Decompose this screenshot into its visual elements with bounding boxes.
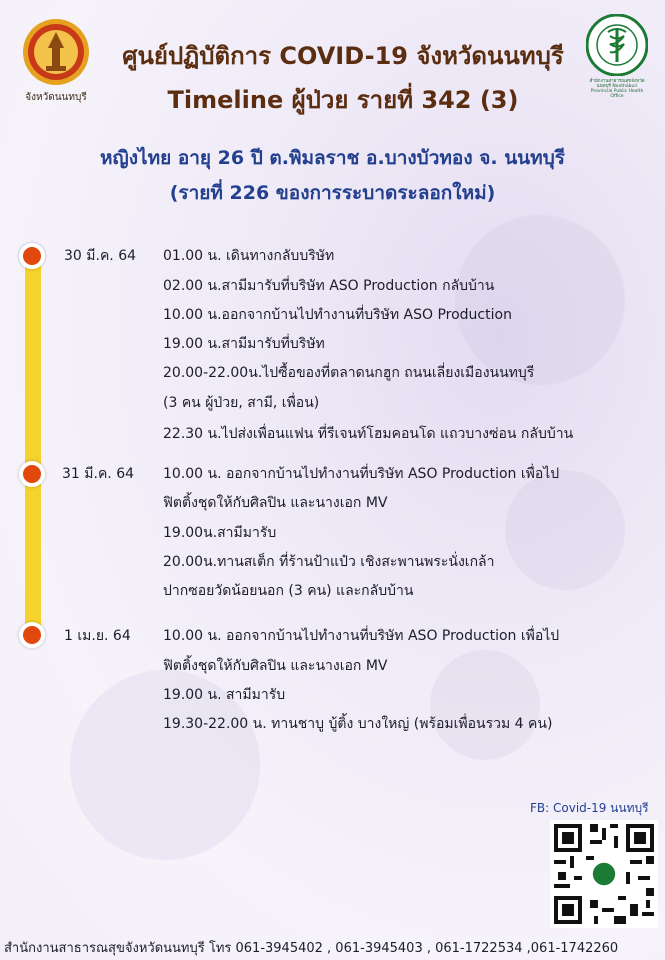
timeline-event: 19.30-22.00 น. ทานชาบู บู้ติ้ง บางใหญ่ (พร้อมเพื่อนรวม 4 คน): [163, 716, 553, 732]
timeline-event: 20.00-22.00น.ไปซื้อของที่ตลาดนกฮูก ถนนเลี่ยงเมืองนนทบุรี: [163, 365, 535, 381]
timeline-dot: [19, 243, 45, 269]
timeline-event: 10.00 น. ออกจากบ้านไปทำงานที่บริษัท ASO Production เพื่อไป: [163, 628, 560, 644]
patient-info: หญิงไทย อายุ 26 ปี ต.พิมลราช อ.บางบัวทอง จ. นนทบุรี: [100, 147, 565, 169]
timeline-event: ฟิตติ้งชุดให้กับศิลปิน และนางเอก MV: [163, 658, 388, 674]
background-virus-blob: [505, 470, 625, 590]
page-title: ศูนย์ปฏิบัติการ COVID-19 จังหวัดนนทบุรี: [122, 42, 564, 70]
timeline-event: 10.00 น.ออกจากบ้านไปทำงานที่บริษัท ASO Production: [163, 307, 512, 323]
qr-code-icon: [550, 820, 658, 928]
timeline-event: 10.00 น. ออกจากบ้านไปทำงานที่บริษัท ASO Production เพื่อไป: [163, 466, 560, 482]
ministry-logo-caption: สำนักงานสาธารณสุขจังหวัดนนทบุรี Nonthaburi Provincial Public Health Office: [589, 79, 645, 99]
ministry-logo: [585, 14, 649, 100]
background-virus-blob: [455, 215, 625, 385]
timeline-dot: [19, 622, 45, 648]
timeline-dot: [19, 461, 45, 487]
timeline-event: 22.30 น.ไปส่งเพื่อนแฟน ที่รีเจนท์โฮมคอนโด แถวบางซ่อน กลับบ้าน: [163, 426, 574, 442]
timeline-event: ปากซอยวัดน้อยนอก (3 คน) และกลับบ้าน: [163, 583, 414, 599]
patient-case-number: (รายที่ 226 ของการระบาดระลอกใหม่): [169, 182, 496, 204]
timeline-date: 1 เม.ย. 64: [64, 628, 131, 644]
background-virus-blob: [430, 650, 540, 760]
qr-code[interactable]: [550, 820, 658, 928]
timeline-event: 01.00 น. เดินทางกลับบริษัท: [163, 248, 335, 264]
timeline-event: ฟิตติ้งชุดให้กับศิลปิน และนางเอก MV: [163, 495, 388, 511]
timeline-event: 19.00 น.สามีมารับที่บริษัท: [163, 336, 325, 352]
timeline-event: 02.00 น.สามีมารับที่บริษัท ASO Production กลับบ้าน: [163, 278, 495, 294]
timeline-bar: [25, 250, 41, 640]
timeline-event: 19.00 น. สามีมารับ: [163, 687, 286, 703]
timeline-event: 20.00น.ทานสเต็ก ที่ร้านป้าแป๋ว เชิงสะพานพระนั่งเกล้า: [163, 554, 495, 570]
timeline-date: 30 มี.ค. 64: [64, 248, 137, 264]
province-seal: [20, 18, 92, 105]
ministry-of-public-health-icon: [586, 14, 648, 76]
timeline-event: (3 คน ผู้ป่วย, สามี, เพื่อน): [163, 395, 320, 411]
timeline-title: Timeline ผู้ป่วย รายที่ 342 (3): [167, 86, 519, 114]
header: [0, 0, 665, 125]
province-seal-icon: [22, 18, 90, 86]
facebook-label: FB: Covid-19 นนทบุรี: [530, 801, 649, 815]
timeline-event: 19.00น.สามีมารับ: [163, 525, 277, 541]
province-seal-caption: จังหวัดนนทบุรี: [25, 92, 87, 103]
timeline-date: 31 มี.ค. 64: [62, 466, 135, 482]
footer-contact: สำนักงานสาธารณสุขจังหวัดนนทบุรี โทร 061-3945402 , 061-3945403 , 061-1722534 ,061-1742260: [4, 941, 619, 956]
